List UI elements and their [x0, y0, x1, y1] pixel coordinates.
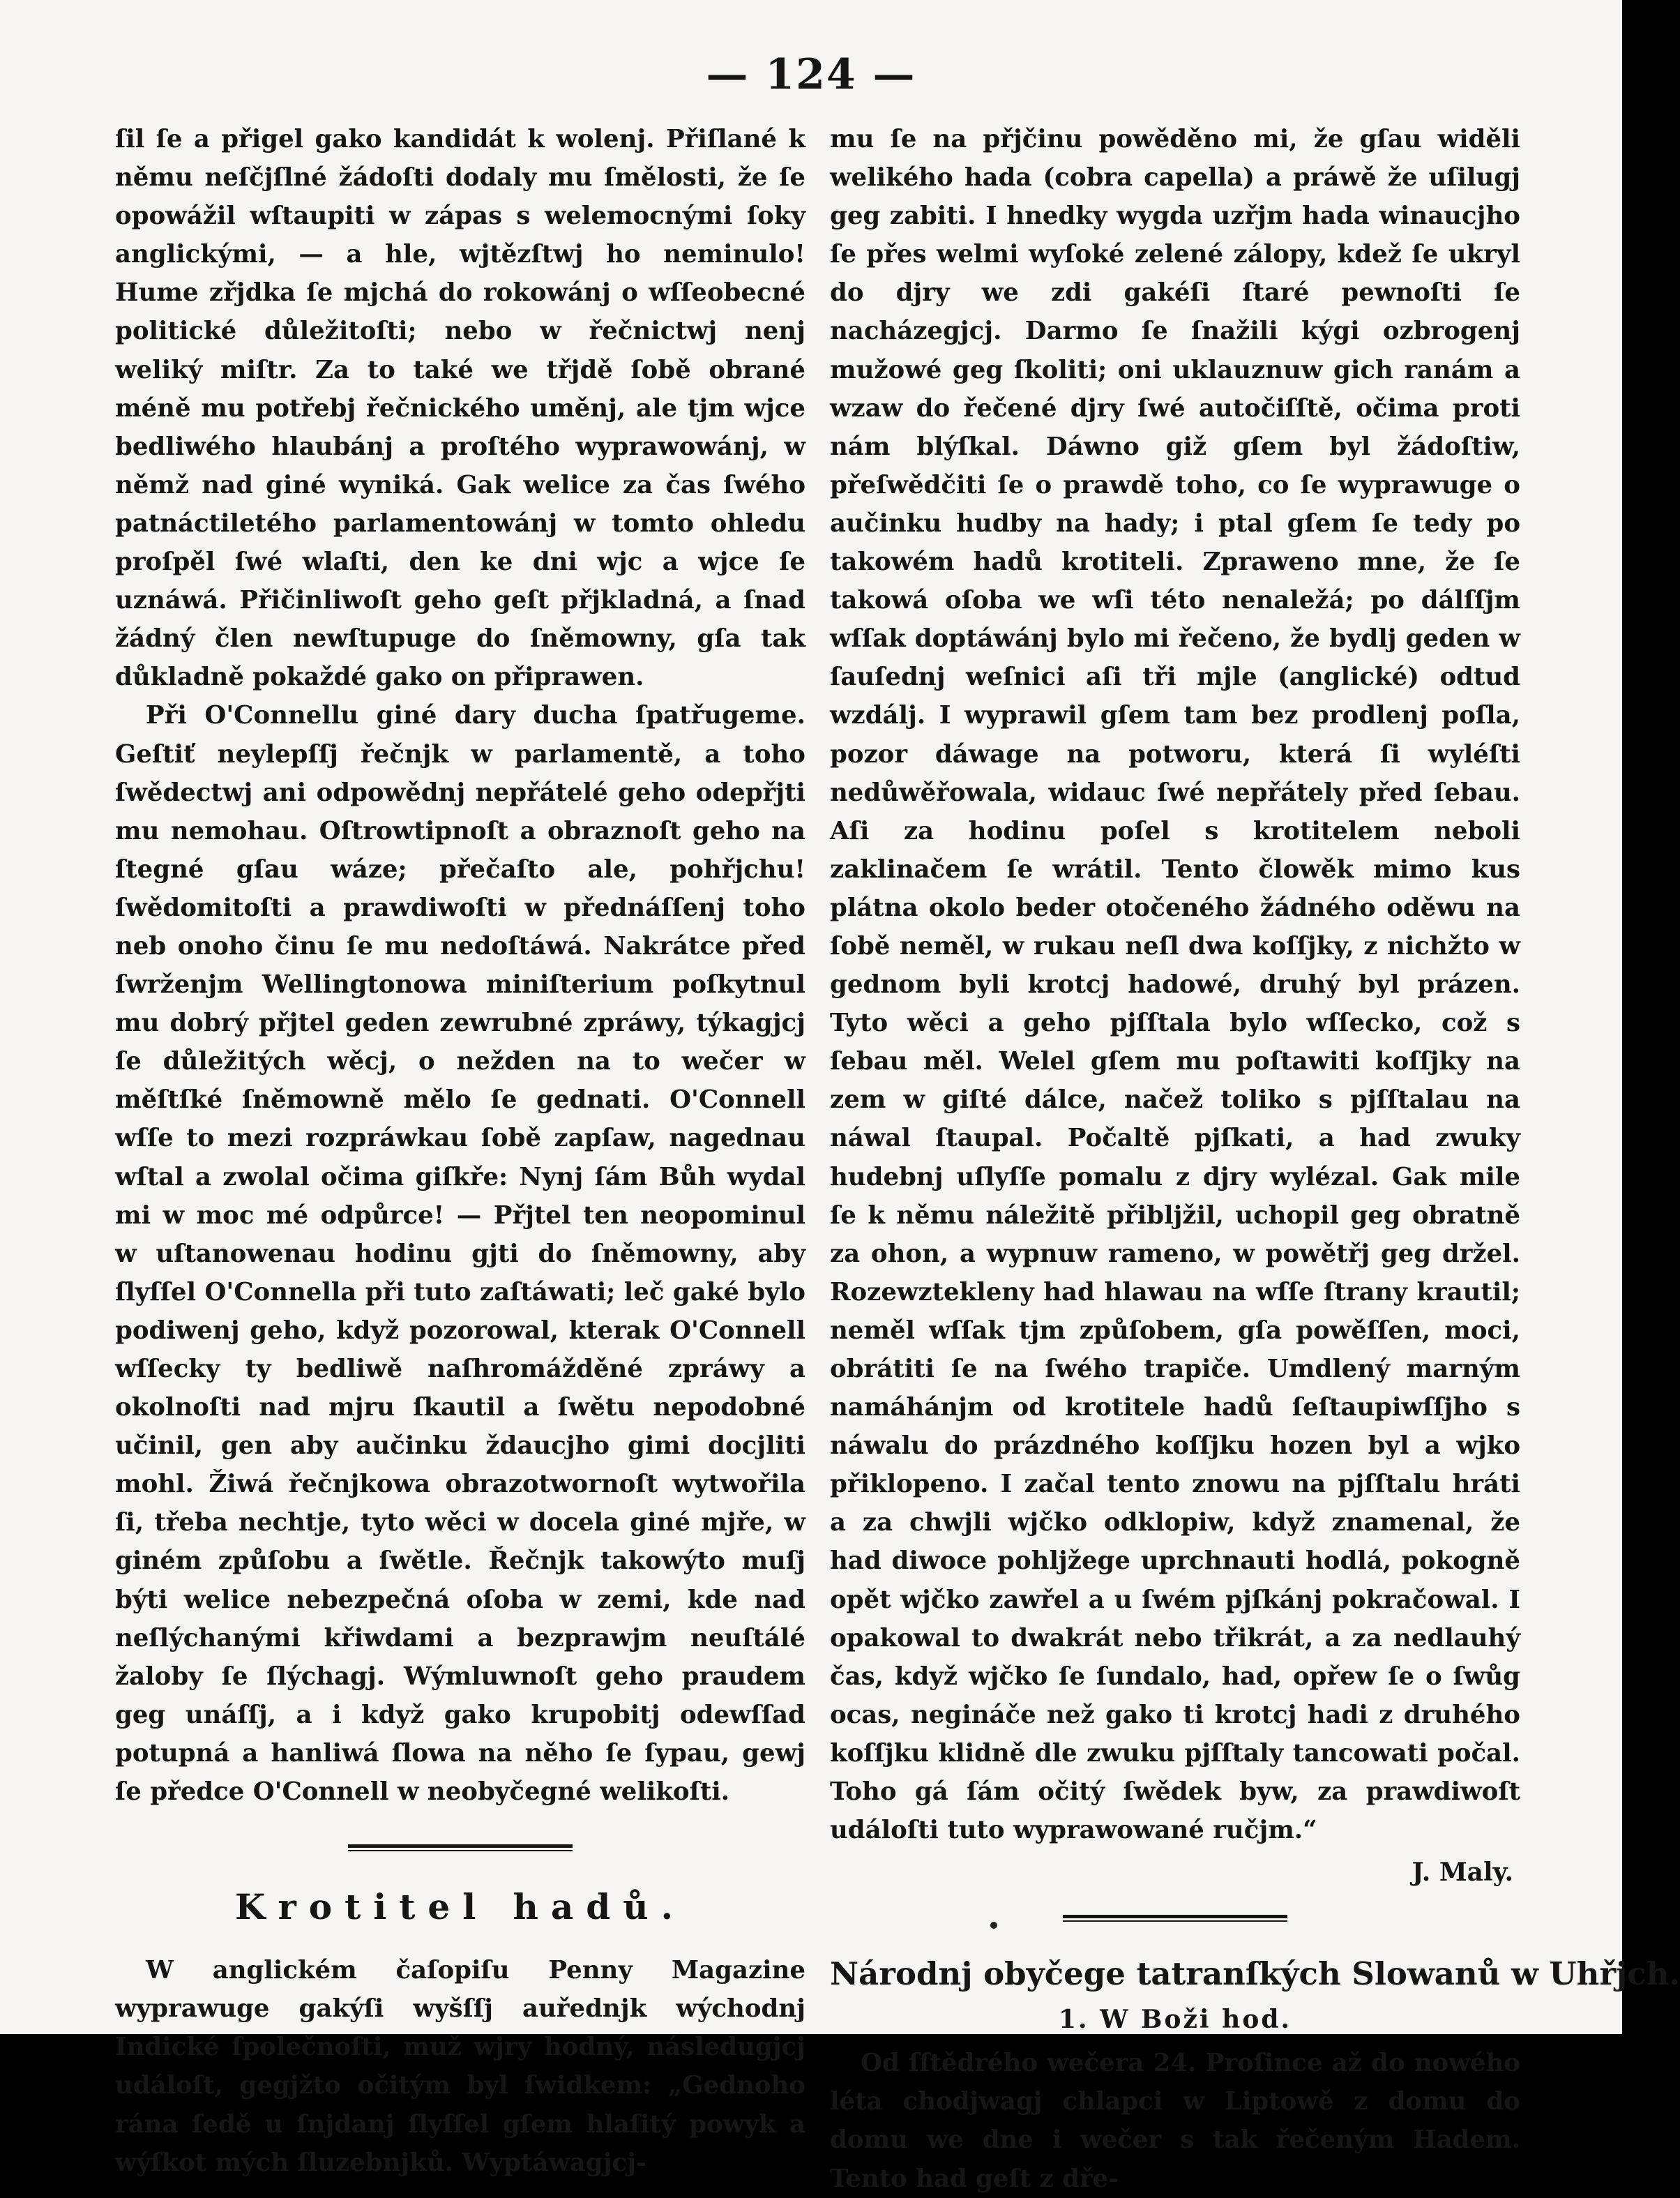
- sub-heading-bozi-hod: 1. W Boži hod.: [1058, 2005, 1292, 2035]
- right-column: [830, 120, 1680, 2198]
- paragraph-hume: ſil ſe a přigel gako kandidát k wolenj. Přiſlané k němu neſčjſlné žádoſti dodaly mu ſmělosti, že ſe opowážil wſtaupiti w zápas s welemocnými ſoky anglickými, — a hle, wjtězſtwj ho neminulo! Hume zřjdka ſe mjchá do rokowánj o wſſeobecné politické důležitoſti; nebo w řečnictwj nenj weliký miſtr. Za to také we třjdě ſobě obrané méně mu potřebj řečnického uměnj, ale tjm wjce bedliwého hlaubánj a proſtého wyprawowánj, w němž nad giné wyniká. Gak welice za čas ſwého patnáctiletého parlamentowánj w tomto ohledu proſpěl ſwé wlaſti, den ke dni wjc a wjce ſe uznáwá. Přičinliwoſt geho geſt přjkladná, a ſnad žádný člen newſtupuge do ſněmowny, gſa tak důkladně pokaždé gako on připrawen.: [115, 125, 805, 692]
- section-title-narodnj: Národnj obyčege tatranſkých Slowanů w Uhřjch.: [830, 1955, 1680, 1993]
- paragraph-penny-magazine: W anglickém čaſopiſu Penny Magazine wyprawuge gakýſi wyšſſj auřednjk wýchodnj Indické ſpolečnoſti, muž wjry hodný, následugjcj událoſt, gegjžto očitým byl ſwidkem: „Gednoho rána ſedě u ſnjdanj ſlyſſel gſem hlaſitý powyk a wýſkot mých ſluzebnjků. Wyptáwagjcj-: [115, 1956, 805, 2177]
- paragraph-oconnell: Při O'Connellu giné dary ducha ſpatřugeme. Geſtiť neylepſſj řečnjk w parlamentě, a toho ſwědectwj ani odpowědnj nepřátelé geho odepřjti mu nemohau. Oſtrowtipnoſt a obraznoſt geho na ſtegné gſau wáze; přečaſto ale, pohřjchu! ſwědomitoſti a prawdiwoſti w přednáſſenj toho neb onoho činu ſe mu nedoſtáwá. Nakrátce před ſwrženjm Wellingtonowa miniſterium poſkytnul mu dobrý přjtel geden zewrubné zpráwy, týkagjcj ſe důležitých wěcj, o nežden na to wečer w měſtſké ſněmowně mělo ſe gednati. O'Connell wſſe to mezi rozpráwkau ſobě zapſaw, nagednau wſtal a zwolal očima giſkře: Nynj ſám Bůh wydal mi w moc mé odpůrce! — Přjtel ten neopominul w uſtanowenau hodinu gjti do ſněmowny, aby ſlyſſel O'Connella při tuto zaſtáwati; leč gaké bylo podiwenj geho, když pozorowal, kterak O'Connell wſſecky ty bedliwě naſhromážděné zpráwy a okolnoſti nad mjru ſkautil a ſwětu nepodobné učinil, gen aby aučinku ždaucjho gimi docjliti mohl. Žiwá řečnjkowa obrazotwornoſt wytwořila ſi, třeba nechtje, tyto wěci w docela giné mjře, w giném způſobu a ſwětle. Řečnjk takowýto muſj býti welice nebezpečná oſoba w zemi, kde nad neſlýchanými křiwdami a bezprawjm neuſtálé žaloby ſe ſlýchagj. Wýmluwnoſt geho praudem geg unáſſj, a i když gako krupobitj odewſſad potupná a hanliwá ſlowa na něho ſe ſypau, gewj ſe předce O'Connell w neobyčegné welikoſti.: [115, 701, 805, 1807]
- section-title-krotitel: Krotitel hadů.: [234, 1886, 686, 1928]
- ink-dot: [990, 1922, 997, 1929]
- author-signature: J. Maly.: [1412, 1858, 1513, 1888]
- left-column: [115, 120, 805, 2182]
- spacer: [115, 1811, 805, 1844]
- paragraph-snake-charmer: mu ſe na přjčinu powěděno mi, že gſau widěli welikého hada (cobra capella) a práwě že uſilugj geg zabiti. I hnedky wygda uzřjm hada winaucjho ſe přes welmi wyſoké zelené zálopy, kdež ſe ukryl do djry we zdi gakéſi ſtaré pewnoſti ſe nacházegjcj. Darmo ſe ſnažili kýgi ozbrogenj mužowé geg ſkoliti; oni uklauznuw gich ranám a wzaw do řečené djry ſwé autočiſſtě, očima proti nám blýſkal. Dáwno giž gſem byl žádoſtiw, přeſwědčiti ſe o prawdě toho, co ſe wyprawuge o aučinku hudby na hady; i ptal gſem ſe tedy po takowém hadů krotiteli. Zpraweno mne, že ſe takowá oſoba we wſi této nenaležá; po dálſſjm wſſak doptáwánj bylo mi řečeno, že bydlj geden w ſauſednj weſnici aſi tři mjle (anglické) odtud wzdálj. I wyprawil gſem tam bez prodlenj poſla, pozor dáwage na potworu, která ſi wyléſti nedůwěřowala, widauc ſwé nepřátely před ſebau. Aſi za hodinu poſel s krotitelem neboli zaklinačem ſe wrátil. Tento člowěk mimo kus plátna okolo beder otočeného žádného oděwu na ſobě neměl, w rukau neſl dwa koſſjky, z nichžto w gednom byli krotcj hadowé, druhý byl prázen. Tyto wěci a geho pjſſtala bylo wſſecko, což s ſebau měl. Welel gſem mu poſtawiti koſſjky na zem w giſté dálce, načež toliko s pjſſtalau na náwal ſtaupal. Počaltě pjſkati, a had zwuky hudebnj uſlyſſe pomalu z djry wylézal. Gak mile ſe k němu náležitě přibljžil, uchopil geg obratně za ohon, a wypnuw rameno, w powětřj geg držel. Rozewztekleny had hlawau na wſſe ſtrany krautil; neměl wſſak tjm způſobem, gſa powěſſen, moci, obrátiti ſe na ſwého trapiče. Umdlený marným namáhánjm od krotitele hadů ſeſtaupiwſſjho s náwalu do prázdného koſſjku hozen byl a wjko přiklopeno. I začal tento znowu na pjſſtalu hráti a za chwjli wjčko odklopiw, když znamenal, že had diwoce pohljžege uprchnauti hodlá, pokogně opět wjčko zawřel a u ſwém pjſkánj pokračowal. I opakowal to dwakrát nebo třikrát, a za nedlauhý čas, když wjčko ſe ſundalo, had, opřew ſe o ſwůg ocas, negináče než gako ti krotcj hadi z druhého koſſjku klidně dle zwuku pjſſtaly tancowati počal. Toho gá ſám očitý ſwědek byw, za prawdiwoſt událoſti tuto wyprawowané ručjm.“: [830, 125, 1520, 1845]
- paragraph-christmas-customs: Od ſſtědrého wečera 24. Proſince až do nowého léta chodjwagj chlapci w Liptowě z domu do domu we dne i wečer s tak řečeným Hadem. Tento had geſt z dře-: [830, 2049, 1520, 2193]
- section-divider: [348, 1844, 573, 1851]
- section-divider: [1063, 1915, 1287, 1922]
- page-number: — 124 —: [706, 50, 916, 99]
